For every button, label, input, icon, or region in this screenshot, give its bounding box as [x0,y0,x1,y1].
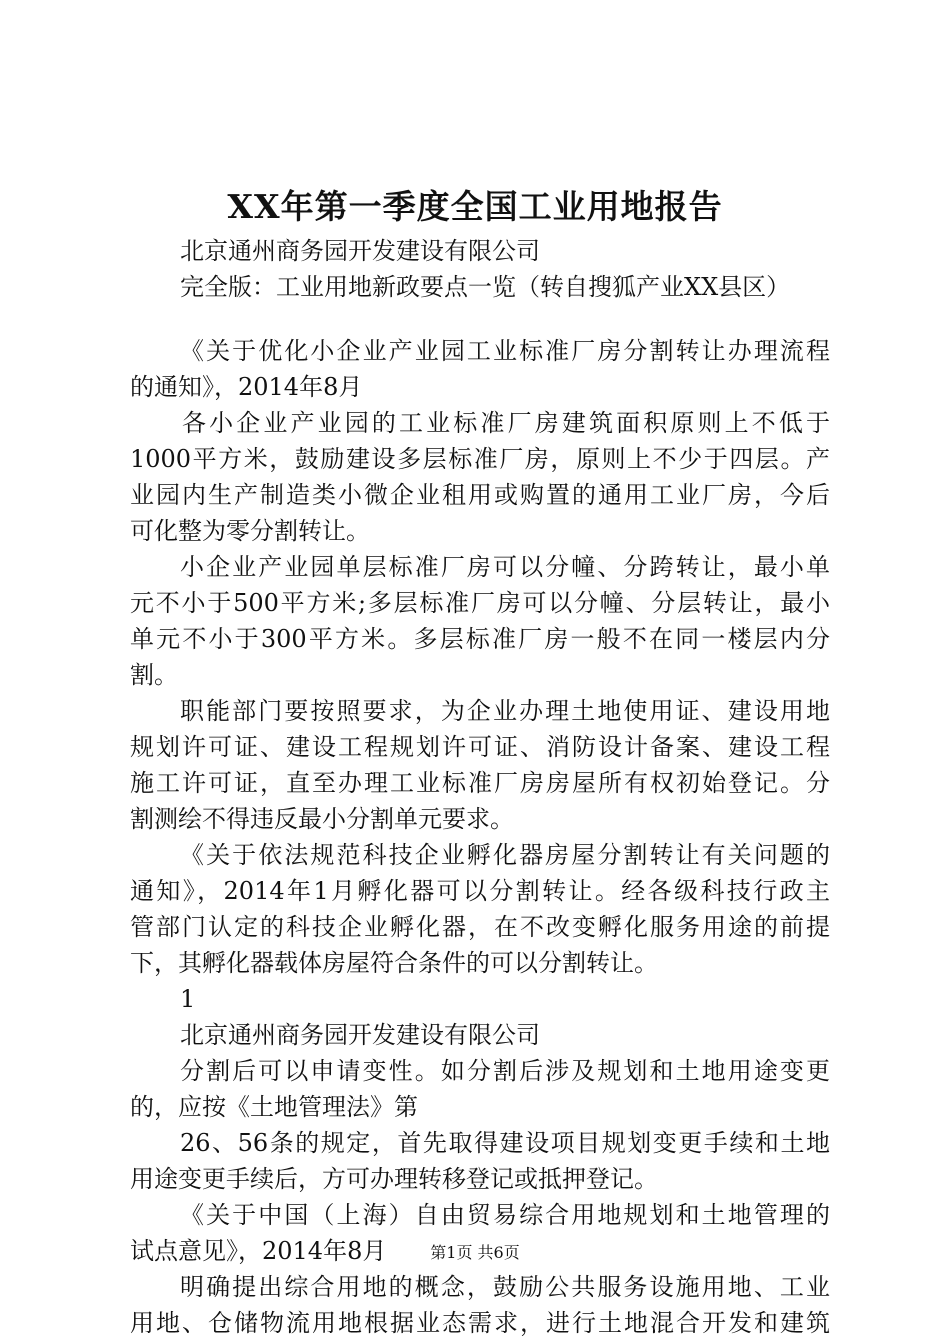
paragraph-line: 职能部门要按照要求，为企业办理土地使用证、建设用地 [180,697,830,725]
paragraph-line: 割测绘不得违反最小分割单元要求。 [130,805,514,833]
paragraph-line: 通知》，2014年1月孵化器可以分割转让。经各级科技行政主 [130,877,830,905]
paragraph-line: 施工许可证，直至办理工业标准厂房房屋所有权初始登记。分 [130,769,830,797]
paragraph-line: 业园内生产制造类小微企业租用或购置的通用工业厂房，今后 [130,481,830,509]
paragraph-line: 下，其孵化器载体房屋符合条件的可以分割转让。 [130,949,658,977]
paragraph-line: 的通知》，2014年8月 [130,373,363,401]
paragraph-line: 割。 [130,661,178,689]
inline-page-number: 1 [180,985,196,1013]
paragraph-line: 的，应按《土地管理法》第 [130,1093,418,1121]
paragraph-line: 26、56条的规定，首先取得建设项目规划变更手续和土地 [180,1129,830,1157]
subtitle-line: 完全版：工业用地新政要点一览（转自搜狐产业XX县区） [180,273,791,301]
paragraph-line: 各小企业产业园的工业标准厂房建筑面积原则上不低于 [182,409,830,437]
paragraph-line: 用途变更手续后，方可办理转移登记或抵押登记。 [130,1165,658,1193]
paragraph-line: 《关于依法规范科技企业孵化器房屋分割转让有关问题的 [180,841,830,869]
paragraph-line: 1000平方米，鼓励建设多层标准厂房，原则上不少于四层。产 [130,445,830,473]
paragraph-line: 规划许可证、建设工程规划许可证、消防设计备案、建设工程 [130,733,830,761]
paragraph-line: 元不小于500平方米;多层标准厂房可以分幢、分层转让，最小 [130,589,830,617]
document-body [130,233,830,1341]
paragraph-line: 《关于优化小企业产业园工业标准厂房分割转让办理流程 [180,337,830,365]
company-name-line: 北京通州商务园开发建设有限公司 [180,1021,540,1049]
paragraph-line: 单元不小于300平方米。多层标准厂房一般不在同一楼层内分 [130,625,830,653]
paragraph-line: 管部门认定的科技企业孵化器，在不改变孵化服务用途的前提 [130,913,830,941]
company-name-line: 北京通州商务园开发建设有限公司 [180,237,540,265]
document-title: XX年第一季度全国工业用地报告 [227,187,723,226]
page-footer: 第1页 共6页 [430,1243,520,1262]
blank-line [130,305,830,333]
paragraph-line: 分割后可以申请变性。如分割后涉及规划和土地用途变更 [180,1057,830,1085]
paragraph-line: 用地、仓储物流用地根据业态需求，进行土地混合开发和建筑 [130,1309,830,1337]
paragraph-line: 《关于中国（上海）自由贸易综合用地规划和土地管理的 [180,1201,830,1229]
paragraph-line: 可化整为零分割转让。 [130,517,370,545]
paragraph-line: 试点意见》，2014年8月 [130,1237,387,1265]
paragraph-line: 明确提出综合用地的概念，鼓励公共服务设施用地、工业 [180,1273,830,1301]
paragraph-line: 小企业产业园单层标准厂房可以分幢、分跨转让，最小单 [180,553,830,581]
